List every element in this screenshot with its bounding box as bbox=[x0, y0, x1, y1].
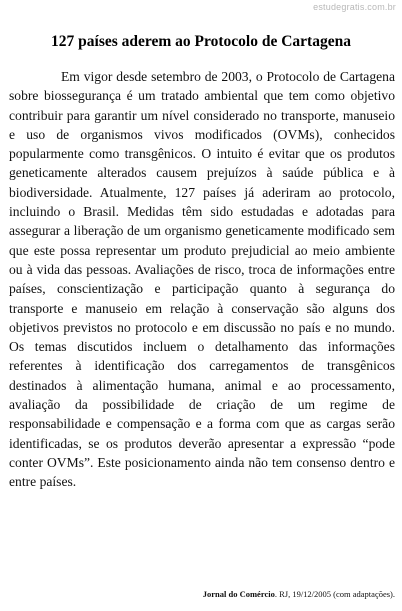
source-citation bbox=[203, 589, 395, 599]
source-details: . RJ, 19/12/2005 (com adaptações). bbox=[274, 589, 395, 599]
source-publication: Jornal do Comércio bbox=[202, 589, 275, 599]
article-body: Em vigor desde setembro de 2003, o Protocolo de Cartagena sobre biossegurança é um tratado ambiental que tem como objetivo contribuir para garantir um nível considerado no transporte, manuseio e uso de organismos vivos modificados (OVMs), conhecidos popularmente como transgênicos. O intuito é evitar que os produtos geneticamente alterados causem prejuízos à saúde pública e à biodiversidade. Atualmente, 127 países já aderiram ao protocolo, incluindo o Brasil. Medidas têm sido estudadas e adotadas para assegurar a liberação de um organismo geneticamente modificado sem que este possa representar um produto prejudicial ao meio ambiente ou à vida das pessoas. Avaliações de risco, troca de informações entre países, conscientização e participação quanto à segurança do transporte e manuseio em relação à conservação são alguns dos objetivos previstos no protocolo e em discussão no país e no mundo. Os temas discutidos incluem o detalhamento das informações referentes à identificação dos carregamentos de transgênicos destinados à alimentação humana, animal e ao processamento, avaliação da possibilidade de criação de um regime de responsabilidade e compensação e a forma com que as cargas serão identificadas, se os produtos deverão apresentar a expressão “pode conter OVMs”. Este posicionamento ainda não tem consenso dentro e entre países. bbox=[9, 69, 395, 490]
article-title: 127 países aderem ao Protocolo de Cartagena bbox=[51, 33, 351, 50]
site-watermark: estudegratis.com.br bbox=[313, 2, 396, 12]
